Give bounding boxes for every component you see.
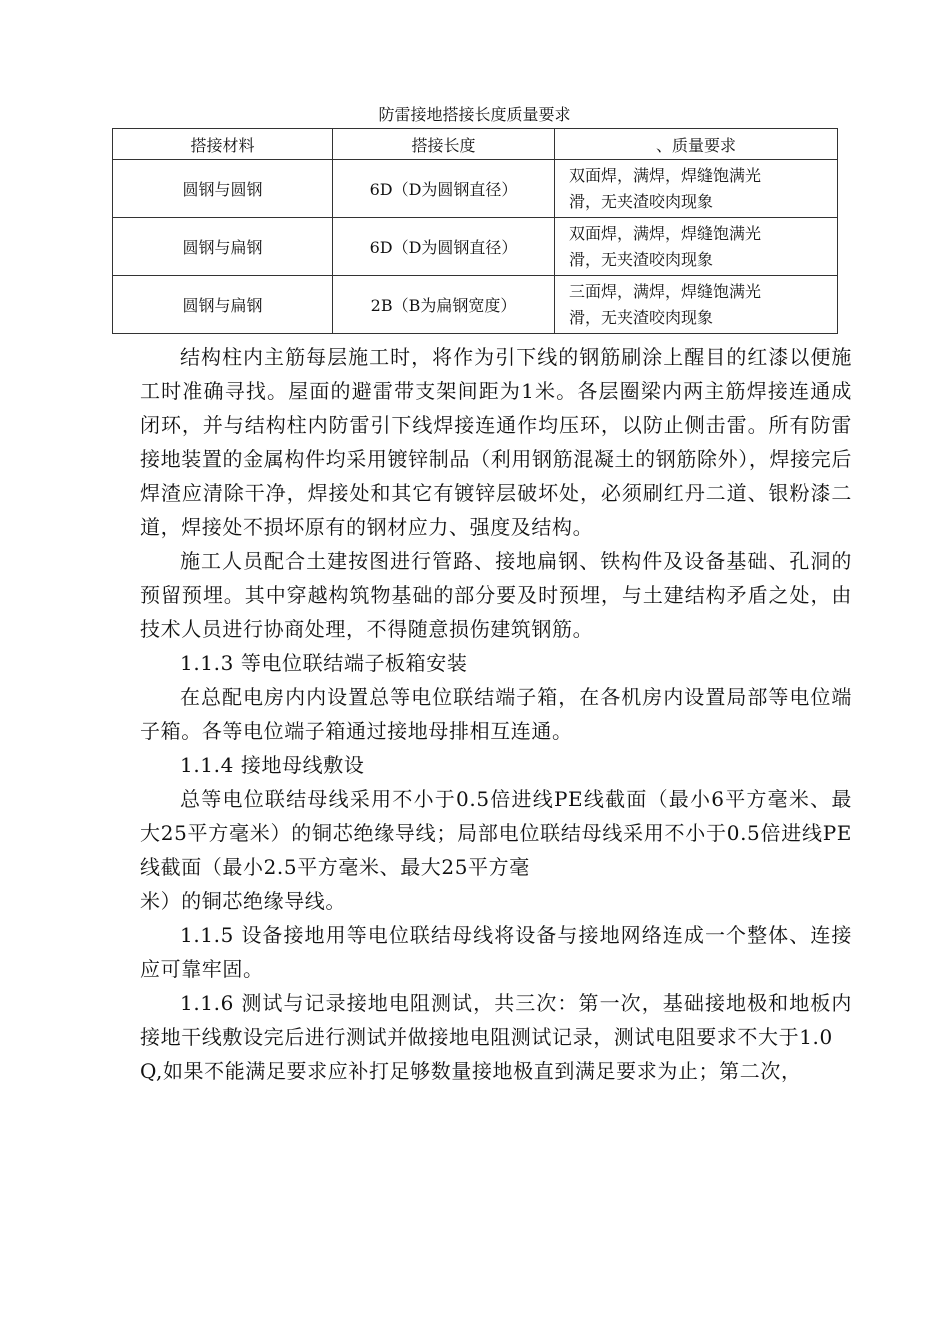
cell-material: 圆钢与扁钢 [113, 218, 333, 276]
cell-length: 6D（D为圆钢直径） [333, 160, 555, 218]
cell-quality-line: 三面焊，满焊，焊缝饱满光 [569, 281, 762, 301]
header-length: 搭接长度 [333, 129, 555, 160]
section-heading-1-1-3: 1.1.3 等电位联结端子板箱安装 [180, 651, 468, 675]
table-row [113, 218, 838, 276]
cell-quality-line: 双面焊，满焊，焊缝饱满光 [569, 165, 762, 185]
section-heading-1-1-4: 1.1.4 接地母线敷设 [180, 753, 365, 777]
paragraph-1-1-6: 1.1.6 测试与记录接地电阻测试，共三次：第一次，基础接地极和地板内接地干线敷设完后进行测试并做接地电阻测试记录，测试电阻要求不大于1.0 [140, 991, 852, 1049]
cell-quality [555, 218, 838, 276]
paragraph-1-1-5: 1.1.5 设备接地用等电位联结母线将设备与接地网络连成一个整体、连接应可靠牢固。 [140, 923, 852, 981]
paragraph-embedding: 施工人员配合土建按图进行管路、接地扁钢、铁构件及设备基础、孔洞的预留预埋。其中穿越构筑物基础的部分要及时预埋，与土建结构矛盾之处，由技术人员进行协商处理，不得随意损伤建筑钢筋。 [140, 549, 852, 641]
cell-material: 圆钢与圆钢 [113, 160, 333, 218]
cell-length: 2B（B为扁钢宽度） [333, 276, 555, 334]
cell-quality-line: 滑，无夹渣咬肉现象 [569, 191, 714, 211]
cell-length: 6D（D为圆钢直径） [333, 218, 555, 276]
paragraph-bus-conductor-continued: 米）的铜芯绝缘导线。 [140, 889, 346, 913]
cell-quality [555, 160, 838, 218]
cell-quality-line: 滑，无夹渣咬肉现象 [569, 307, 714, 327]
paragraph-lightning-rebar: 结构柱内主筋每层施工时，将作为引下线的钢筋刷涂上醒目的红漆以便施工时准确寻找。屋面的避雷带支架间距为1米。各层圈梁内两主筋焊接连通成闭环，并与结构柱内防雷引下线焊接连通作均压环，以防止侧击雷。所有防雷接地装置的金属构件均采用镀锌制品（利用钢筋混凝土的钢筋除外），焊接完后焊渣应清除干净，焊接处和其它有镀锌层破坏处，必须刷红丹二道、银粉漆二道，焊接处不损坏原有的钢材应力、强度及结构。 [140, 345, 852, 539]
header-material: 搭接材料 [113, 129, 333, 160]
table-row [113, 276, 838, 334]
paragraph-bus-conductor: 总等电位联结母线采用不小于0.5倍进线PE线截面（最小6平方毫米、最大25平方毫米）的铜芯绝缘导线；局部电位联结母线采用不小于0.5倍进线PE线截面（最小2.5平方毫米、最大25平方毫 [140, 787, 852, 879]
body-text [140, 340, 852, 1088]
table-caption: 防雷接地搭接长度质量要求 [378, 105, 571, 124]
cell-material: 圆钢与扁钢 [113, 276, 333, 334]
header-quality: 、质量要求 [555, 129, 838, 160]
lap-length-quality-table [112, 128, 838, 334]
table-header-row [113, 129, 838, 160]
paragraph-1-1-6-continued: Q,如果不能满足要求应补打足够数量接地极直到满足要求为止；第二次， [140, 1059, 802, 1083]
cell-quality-line: 滑，无夹渣咬肉现象 [569, 249, 714, 269]
paragraph-equipotential-box: 在总配电房内内设置总等电位联结端子箱，在各机房内设置局部等电位端子箱。各等电位端子箱通过接地母排相互连通。 [140, 685, 852, 743]
cell-quality [555, 276, 838, 334]
table-row [113, 160, 838, 218]
cell-quality-line: 双面焊，满焊，焊缝饱满光 [569, 223, 762, 243]
